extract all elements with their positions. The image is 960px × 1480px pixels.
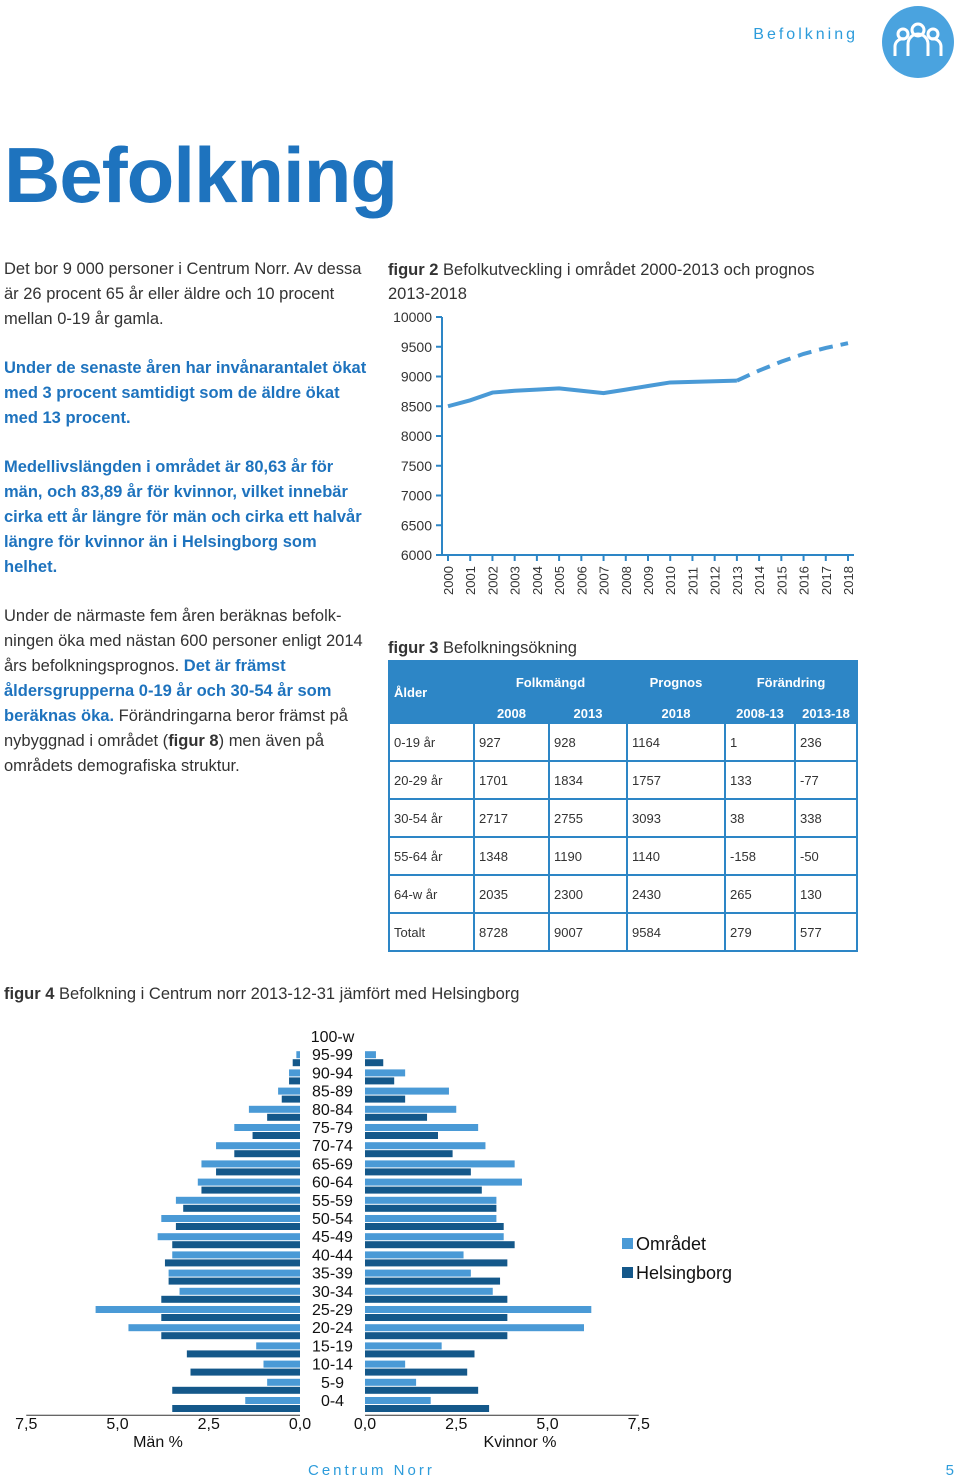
text-span: ) men även på områdets demografiska struktur. bbox=[4, 732, 325, 775]
table-cell: 2717 bbox=[474, 799, 549, 837]
subheader-cell: 2013-18 bbox=[795, 703, 857, 723]
bar-men-helsingborg bbox=[161, 1314, 300, 1321]
fig4-caption bbox=[4, 982, 519, 1006]
table-cell: 38 bbox=[725, 799, 795, 837]
table-cell: Totalt bbox=[389, 913, 474, 951]
population-table bbox=[388, 660, 858, 952]
fig3-caption bbox=[388, 636, 577, 660]
bar-men-area bbox=[289, 1069, 300, 1076]
x-tick-label: 2010 bbox=[663, 566, 679, 595]
y-tick-label: 6000 bbox=[400, 547, 432, 563]
header-population: Folkmängd bbox=[474, 661, 627, 703]
age-group-label: 70-74 bbox=[312, 1138, 353, 1156]
x-tick-label: 2012 bbox=[707, 566, 723, 595]
x-tick-label: 7,5 bbox=[627, 1416, 650, 1434]
bar-men-helsingborg bbox=[234, 1150, 300, 1157]
bar-men-area bbox=[249, 1106, 300, 1113]
bar-men-helsingborg bbox=[183, 1205, 300, 1212]
age-group-label: 0-4 bbox=[320, 1393, 345, 1410]
section-label: Befolkning bbox=[753, 26, 858, 43]
bar-men-helsingborg bbox=[172, 1241, 300, 1248]
bar-women-helsingborg bbox=[365, 1405, 489, 1412]
subheader-cell: 2008 bbox=[474, 703, 549, 723]
age-group-label: 75-79 bbox=[312, 1120, 353, 1137]
legend-swatch-helsingborg bbox=[622, 1267, 633, 1278]
table-cell: 265 bbox=[725, 875, 795, 913]
bar-women-helsingborg bbox=[365, 1114, 427, 1121]
bar-men-helsingborg bbox=[165, 1259, 300, 1266]
x-tick-label: 0,0 bbox=[353, 1416, 377, 1434]
bar-men-helsingborg bbox=[172, 1405, 300, 1412]
bar-women-helsingborg bbox=[365, 1332, 507, 1339]
bar-men-helsingborg bbox=[187, 1350, 300, 1357]
table-header-row bbox=[389, 661, 857, 703]
highlight-span: Det är främst åldersgrupperna 0-19 år och 30-54 år som beräknas öka. bbox=[4, 657, 332, 725]
bar-men-helsingborg bbox=[161, 1296, 300, 1303]
subheader-cell: 2013 bbox=[549, 703, 627, 723]
table-row bbox=[389, 913, 857, 951]
x-tick-label: 2013 bbox=[729, 566, 745, 595]
bar-women-helsingborg bbox=[365, 1096, 405, 1103]
x-tick-label: 2001 bbox=[463, 566, 479, 595]
x-tick-label: 2002 bbox=[485, 566, 501, 595]
table-cell: 1164 bbox=[627, 723, 725, 761]
age-group-label: 90-94 bbox=[312, 1065, 353, 1083]
x-tick-label: 2003 bbox=[507, 566, 523, 595]
population-pyramid bbox=[0, 1018, 960, 1458]
bar-men-helsingborg bbox=[216, 1168, 300, 1175]
bar-men-area bbox=[216, 1142, 300, 1149]
y-tick-label: 6500 bbox=[400, 517, 432, 534]
bar-men-helsingborg bbox=[289, 1077, 300, 1084]
figure-label: figur 2 bbox=[388, 261, 439, 279]
bar-men-helsingborg bbox=[172, 1387, 300, 1394]
table-row bbox=[389, 761, 857, 799]
page-number: 5 bbox=[945, 1462, 954, 1479]
x-tick-label: 2000 bbox=[441, 566, 456, 595]
y-tick-label: 10000 bbox=[393, 309, 432, 325]
forecast-series-line bbox=[737, 343, 848, 380]
table-cell: 1 bbox=[725, 723, 795, 761]
bar-women-helsingborg bbox=[365, 1369, 467, 1376]
x-tick-label: 2008 bbox=[618, 566, 634, 595]
age-group-label: 65-69 bbox=[312, 1156, 353, 1174]
bar-men-helsingborg bbox=[169, 1278, 300, 1285]
age-group-label: 15-19 bbox=[312, 1338, 353, 1356]
legend-swatch-area bbox=[622, 1238, 633, 1249]
figure-ref: figur 8 bbox=[168, 732, 219, 750]
bar-women-helsingborg bbox=[365, 1223, 504, 1230]
population-line-chart bbox=[380, 305, 870, 605]
bar-men-helsingborg bbox=[267, 1114, 300, 1121]
y-tick-label: 8500 bbox=[400, 398, 432, 415]
x-tick-label: 2014 bbox=[752, 566, 768, 595]
age-group-label: 5-9 bbox=[320, 1374, 345, 1392]
figure-label: figur 4 bbox=[4, 985, 55, 1003]
age-group-label: 95-99 bbox=[312, 1047, 353, 1065]
age-group-label: 50-54 bbox=[312, 1211, 353, 1228]
highlight-paragraph: Medellivslängden i området är 80,63 år för män, och 83,89 år för kvinnor, vilket innebär cirka ett år längre för män och cirka ett halvår längre för kvinnor än i Helsingborg som helhet. bbox=[4, 458, 362, 576]
table-cell: 8728 bbox=[474, 913, 549, 951]
subheader-cell: 2018 bbox=[627, 703, 725, 723]
table-cell: 1701 bbox=[474, 761, 549, 799]
table-cell: 9007 bbox=[549, 913, 627, 951]
table-cell: 9584 bbox=[627, 913, 725, 951]
x-tick-label: 5,0 bbox=[536, 1416, 559, 1434]
bar-women-area bbox=[365, 1361, 405, 1368]
table-cell: 20-29 år bbox=[389, 761, 474, 799]
table-cell: 927 bbox=[474, 723, 549, 761]
paragraph bbox=[4, 604, 374, 779]
bar-women-area bbox=[365, 1179, 522, 1186]
bar-men-area bbox=[172, 1251, 300, 1258]
y-tick-label: 7000 bbox=[400, 487, 432, 504]
y-tick-label: 8000 bbox=[400, 428, 432, 444]
header-prognosis: Prognos bbox=[627, 661, 725, 703]
x-tick-label: 7,5 bbox=[15, 1416, 38, 1434]
bar-men-helsingborg bbox=[161, 1332, 300, 1339]
age-group-label: 80-84 bbox=[312, 1101, 353, 1119]
bar-women-helsingborg bbox=[365, 1059, 383, 1066]
bar-men-area bbox=[176, 1197, 300, 1204]
table-cell: 338 bbox=[795, 799, 857, 837]
bar-women-area bbox=[365, 1160, 515, 1167]
y-tick-label: 7500 bbox=[400, 457, 432, 474]
bar-women-helsingborg bbox=[365, 1132, 438, 1139]
bar-women-area bbox=[365, 1251, 464, 1258]
table-cell: 3093 bbox=[627, 799, 725, 837]
table-cell: 2300 bbox=[549, 875, 627, 913]
x-tick-label: 2016 bbox=[796, 566, 812, 595]
bar-men-area bbox=[245, 1397, 300, 1404]
age-group-label: 55-59 bbox=[312, 1192, 353, 1210]
bar-women-area bbox=[365, 1324, 584, 1331]
figure-label: figur 3 bbox=[388, 639, 439, 657]
age-group-label: 85-89 bbox=[312, 1083, 353, 1101]
bar-women-area bbox=[365, 1379, 416, 1386]
text-span: Under de närmaste fem åren beräknas befolkningen öka med nästan 600 personer enligt 2014 års befolkningsprognos. bbox=[4, 607, 363, 675]
x-axis-label-men: Män % bbox=[133, 1434, 183, 1452]
table-cell: 577 bbox=[795, 913, 857, 951]
x-tick-label: 2,5 bbox=[445, 1416, 468, 1434]
figure-caption: Befolkningsökning bbox=[443, 639, 577, 657]
x-tick-label: 2005 bbox=[552, 566, 568, 595]
table-cell: 236 bbox=[795, 723, 857, 761]
bar-men-area bbox=[96, 1306, 300, 1313]
bar-women-helsingborg bbox=[365, 1296, 507, 1303]
table-cell: -158 bbox=[725, 837, 795, 875]
table-row bbox=[389, 875, 857, 913]
age-group-label: 10-14 bbox=[312, 1356, 353, 1374]
table-cell: 64-w år bbox=[389, 875, 474, 913]
x-tick-label: 0,0 bbox=[288, 1416, 312, 1434]
bar-men-area bbox=[296, 1051, 300, 1058]
bar-women-helsingborg bbox=[365, 1205, 496, 1212]
bar-men-helsingborg bbox=[191, 1369, 301, 1376]
highlight-paragraph: Under de senaste åren har invånarantalet ökat med 3 procent samtidigt som de äldre ökat med 13 procent. bbox=[4, 359, 367, 427]
bar-women-area bbox=[365, 1288, 493, 1295]
fig2-caption bbox=[388, 258, 858, 306]
x-tick-label: 2011 bbox=[685, 567, 701, 595]
x-tick-label: 2015 bbox=[774, 566, 790, 595]
y-tick-label: 9500 bbox=[400, 338, 432, 355]
page-title: Befolkning bbox=[4, 131, 397, 219]
bar-women-area bbox=[365, 1233, 504, 1240]
x-tick-label: 2,5 bbox=[197, 1416, 220, 1434]
bar-women-helsingborg bbox=[365, 1278, 500, 1285]
table-cell: 0-19 år bbox=[389, 723, 474, 761]
table-row bbox=[389, 799, 857, 837]
bar-women-area bbox=[365, 1088, 449, 1095]
table-cell: -50 bbox=[795, 837, 857, 875]
table-cell: 1757 bbox=[627, 761, 725, 799]
age-group-label: 20-24 bbox=[312, 1320, 353, 1338]
legend-label-area: Området bbox=[636, 1234, 707, 1254]
table-cell: -77 bbox=[795, 761, 857, 799]
age-group-label: 60-64 bbox=[312, 1174, 353, 1192]
bar-women-area bbox=[365, 1306, 591, 1313]
age-group-label: 25-29 bbox=[312, 1302, 353, 1319]
age-group-label: 45-49 bbox=[312, 1229, 353, 1247]
bar-men-area bbox=[169, 1270, 300, 1277]
bar-men-area bbox=[158, 1233, 300, 1240]
intro-text bbox=[4, 257, 374, 803]
bar-women-helsingborg bbox=[365, 1077, 394, 1084]
table-cell: 279 bbox=[725, 913, 795, 951]
y-tick-label: 9000 bbox=[400, 368, 432, 385]
bar-women-helsingborg bbox=[365, 1187, 482, 1194]
table-cell: 1140 bbox=[627, 837, 725, 875]
bar-women-area bbox=[365, 1397, 431, 1404]
subheader-cell: 2008-13 bbox=[725, 703, 795, 723]
bar-men-area bbox=[180, 1288, 300, 1295]
table-cell: 1190 bbox=[549, 837, 627, 875]
header-age: Ålder bbox=[389, 661, 474, 723]
bar-women-area bbox=[365, 1215, 496, 1222]
age-group-label: 35-39 bbox=[312, 1265, 353, 1283]
table-cell: 2430 bbox=[627, 875, 725, 913]
table-row bbox=[389, 723, 857, 761]
historic-series-line bbox=[448, 381, 737, 407]
bar-men-helsingborg bbox=[253, 1132, 300, 1139]
bar-women-area bbox=[365, 1270, 471, 1277]
table-cell: 928 bbox=[549, 723, 627, 761]
people-icon bbox=[882, 6, 954, 78]
bar-men-area bbox=[264, 1361, 301, 1368]
figure-caption: Befolkutveckling i området 2000-2013 och prognos 2013-2018 bbox=[388, 261, 815, 303]
age-group-label: 40-44 bbox=[312, 1247, 353, 1265]
x-tick-label: 2018 bbox=[841, 566, 856, 595]
x-tick-label: 2009 bbox=[641, 566, 656, 595]
table-cell: 1348 bbox=[474, 837, 549, 875]
age-group-label: 30-34 bbox=[312, 1283, 353, 1301]
bar-men-helsingborg bbox=[176, 1223, 300, 1230]
footer-area: Centrum Norr bbox=[308, 1462, 435, 1479]
bar-women-helsingborg bbox=[365, 1350, 475, 1357]
bar-men-area bbox=[234, 1124, 300, 1131]
age-group-label: 100-w bbox=[310, 1029, 355, 1046]
bar-women-helsingborg bbox=[365, 1168, 471, 1175]
table-row bbox=[389, 837, 857, 875]
table-cell: 55-64 år bbox=[389, 837, 474, 875]
x-tick-label: 2007 bbox=[596, 566, 612, 595]
bar-men-area bbox=[267, 1379, 300, 1386]
header-change: Förändring bbox=[725, 661, 857, 703]
paragraph: Det bor 9 000 personer i Centrum Norr. Av dessa är 26 procent 65 år eller äldre och 10 procent mellan 0-19 år gamla. bbox=[4, 260, 362, 328]
figure-caption: Befolkning i Centrum norr 2013-12-31 jämfört med Helsingborg bbox=[59, 985, 520, 1003]
bar-women-area bbox=[365, 1124, 478, 1131]
bar-men-area bbox=[201, 1160, 300, 1167]
bar-men-area bbox=[256, 1342, 300, 1349]
x-tick-label: 2004 bbox=[529, 566, 545, 595]
x-axis-label-women: Kvinnor % bbox=[483, 1434, 557, 1452]
bar-men-area bbox=[128, 1324, 300, 1331]
bar-women-helsingborg bbox=[365, 1150, 453, 1157]
table-cell: 130 bbox=[795, 875, 857, 913]
bar-men-helsingborg bbox=[282, 1096, 300, 1103]
bar-women-area bbox=[365, 1069, 405, 1076]
x-tick-label: 5,0 bbox=[106, 1416, 129, 1434]
bar-men-area bbox=[198, 1179, 300, 1186]
x-tick-label: 2006 bbox=[574, 566, 590, 595]
bar-men-helsingborg bbox=[293, 1059, 300, 1066]
bar-women-helsingborg bbox=[365, 1314, 507, 1321]
table-cell: 1834 bbox=[549, 761, 627, 799]
bar-women-area bbox=[365, 1142, 485, 1149]
table-cell: 30-54 år bbox=[389, 799, 474, 837]
table-cell: 133 bbox=[725, 761, 795, 799]
bar-men-helsingborg bbox=[201, 1187, 300, 1194]
bar-women-helsingborg bbox=[365, 1387, 478, 1394]
bar-men-area bbox=[161, 1215, 300, 1222]
bar-women-helsingborg bbox=[365, 1241, 515, 1248]
bar-women-area bbox=[365, 1051, 376, 1058]
x-tick-label: 2017 bbox=[818, 566, 834, 595]
bar-women-area bbox=[365, 1197, 496, 1204]
legend-label-helsingborg: Helsingborg bbox=[636, 1263, 733, 1283]
bar-women-helsingborg bbox=[365, 1259, 507, 1266]
table-cell: 2755 bbox=[549, 799, 627, 837]
text-span: Förändringarna beror främst på nybyggnad i området ( bbox=[4, 707, 348, 750]
bar-men-area bbox=[278, 1088, 300, 1095]
bar-women-area bbox=[365, 1106, 456, 1113]
table-cell: 2035 bbox=[474, 875, 549, 913]
bar-women-area bbox=[365, 1342, 442, 1349]
